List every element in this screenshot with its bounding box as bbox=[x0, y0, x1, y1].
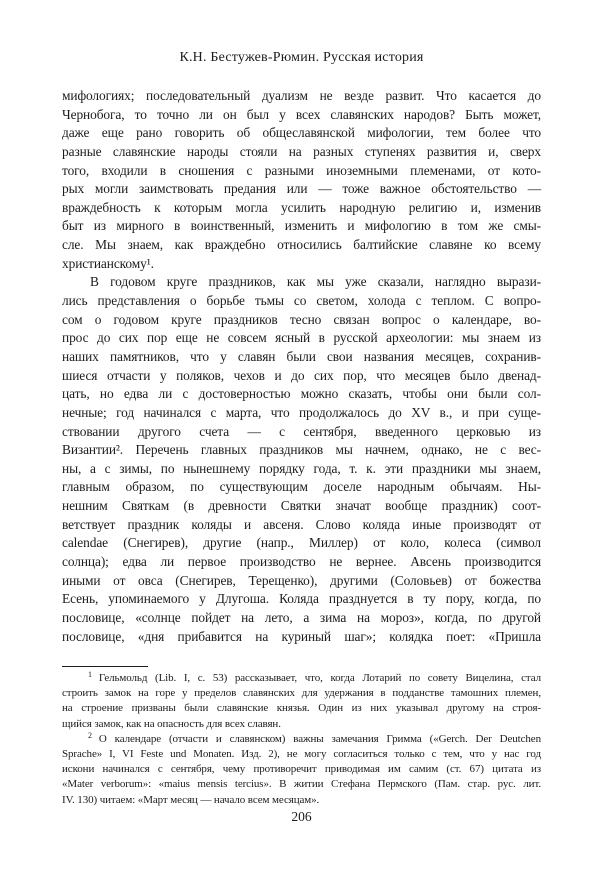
footnote-line: щийся замок, как на опасность для всех славян. bbox=[62, 717, 281, 730]
footnote-line: Sprache» I, VI Feste und Monaten. Изд. 2), не могу согласиться только с тем, что у нас год bbox=[62, 747, 541, 760]
footnote-line: IV. 130) читаем: «Март месяц — начало всем месяцам». bbox=[62, 793, 320, 806]
running-title: К.Н. Бестужев-Рюмин. Русская история bbox=[179, 50, 424, 65]
footnote-line: $^2$ О календаре (отчасти и славянском) важны замечания Гримма («Gerch. Der Deutchen bbox=[88, 730, 541, 745]
body-line: рых могли заимствовать предания или — тоже важное обстоятельство — bbox=[62, 181, 541, 197]
footnote-line: на строение призваны были славянские князья. Один из них указывал другому на строя- bbox=[62, 702, 541, 715]
body-line: лись представления о борьбе тьмы со светом, холода с теплом. С вопро- bbox=[62, 293, 541, 309]
body-line: наших памятников, что у славян были свои названия месяцев, сохранив- bbox=[62, 348, 541, 364]
body-line: того, входили в сношения с разными иноземными племенами, от кото- bbox=[62, 162, 541, 178]
body-line: пословице, «солнце пойдет на лето, а зима на мороз», когда, по другой bbox=[62, 609, 541, 625]
body-line: разные славянские народы стояли на разных ступенях развития и, сверх bbox=[62, 143, 541, 159]
body-line: христианскому¹. bbox=[62, 255, 154, 271]
body-line: calendae (Снегирев), другие (напр., Миллер) от коло, колеса (символ bbox=[62, 535, 541, 551]
body-line: ствовании другого счета — с сентября, введенного церковью из bbox=[62, 423, 541, 439]
body-line: нешним Святкам (в древности Святки значат вообще праздник) соот- bbox=[62, 498, 541, 514]
footnote-line: $^1$ Гельмольд (Lib. I, c. 53) рассказывает, что, когда Лотарий по совету Вицелина, стал bbox=[88, 670, 541, 684]
body-line: солнца); едва ли первое производство не вернее. Авсень производится bbox=[62, 554, 541, 570]
body-line: В годовом круге праздников, как мы уже сказали, наглядно вырази- bbox=[90, 274, 541, 290]
page-number: 206 bbox=[291, 809, 312, 824]
body-line: иными от овса (Снегирев, Терещенко), другими (Соловьев) от божества bbox=[62, 572, 541, 588]
body-line: Есень, упоминаемого у Длугоша. Коляда празднуется в ту пору, когда, по bbox=[62, 591, 541, 607]
body-line: мифологиях; последовательный дуализм не везде развит. Что касается до bbox=[62, 88, 541, 103]
body-line: ветствует праздник коляды и авсеня. Слово коляда иные производят от bbox=[62, 516, 541, 532]
body-text bbox=[62, 87, 541, 646]
paragraph bbox=[62, 87, 541, 273]
body-line: быт из мирного в воинственный, изменить и мифологию в том же смы- bbox=[62, 218, 541, 234]
footnote-separator bbox=[62, 666, 148, 667]
body-line: шиеся отчасти у поляков, чехов и до сих пор, что месяцев было двенад- bbox=[62, 367, 541, 383]
body-line: даже еще рано говорить об общеславянской мифологии, тем более что bbox=[62, 125, 541, 141]
footnote bbox=[62, 732, 541, 808]
footnote-line: искони начинался с сентября, чему противоречит приводимая им самим (ст. 67) цитата из bbox=[62, 763, 541, 776]
body-line: нечные; год начинался с марта, что продолжалось до XV в., и при суще- bbox=[62, 404, 541, 420]
body-line: Чернобога, то точно ли он был у всех славянских народов? Быть может, bbox=[62, 106, 541, 122]
footnote-marker: 1 bbox=[88, 670, 92, 679]
body-line: Византии². Перечень главных праздников мы начнем, однако, не с вес- bbox=[62, 442, 541, 458]
footnote-marker: 2 bbox=[88, 730, 92, 740]
body-line: прос до сих пор еще не совсем ясный в русской археологии: мы знаем из bbox=[62, 330, 541, 346]
body-line: главным образом, по существующим доселе народным обычаям. Ны- bbox=[62, 479, 541, 495]
footnote-line: «Mater verborum»: «maius mensis tercius». В житии Стефана Пермского (Пам. стар. рус. лит. bbox=[62, 778, 541, 791]
body-line: сом о годовом круге праздников тесно связан вопрос о календаре, во- bbox=[62, 311, 541, 327]
footnote bbox=[62, 671, 541, 732]
body-line: цать, но едва ли с достоверностью можно сказать, чтобы они были сол- bbox=[62, 386, 541, 402]
footnote-line: строить замок на горе у пределов славянских для удержания в подданстве тамошних племен, bbox=[62, 687, 541, 700]
body-line: ны, а с зимы, по нынешнему порядку года, т. к. эти праздники мы знаем, bbox=[62, 460, 541, 476]
paragraph bbox=[62, 273, 541, 646]
body-line: пословице, «дня прибавится на куриный шаг»; колядка поет: «Пришла bbox=[62, 628, 541, 644]
footnotes bbox=[62, 671, 541, 808]
body-line: враждебность к которым могла усилить народную религию и, изменив bbox=[62, 199, 541, 215]
body-line: сле. Мы знаем, как враждебно относились балтийские славяне ко всему bbox=[62, 237, 541, 253]
